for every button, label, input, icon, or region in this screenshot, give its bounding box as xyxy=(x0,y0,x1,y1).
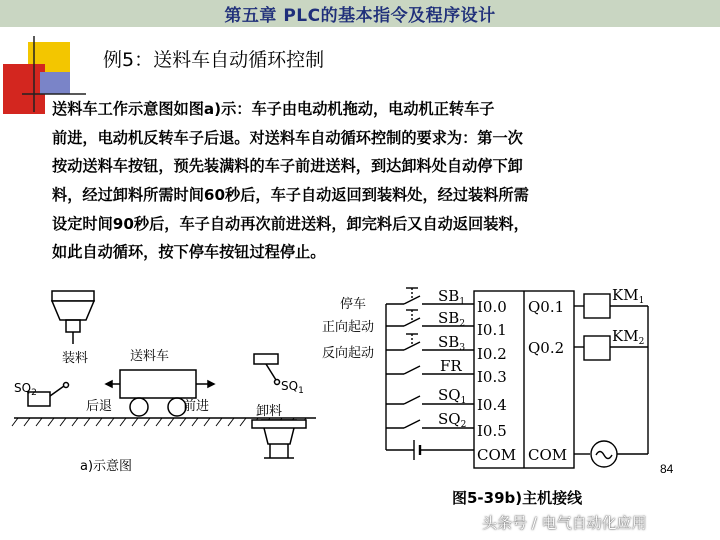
sb1-label: $SB_1$ xyxy=(438,287,466,307)
input-i05: I0.5 xyxy=(477,422,507,440)
sq2-b-label: $SQ_2$ xyxy=(438,410,467,430)
example-title: 例5：送料车自动循环控制 xyxy=(103,49,325,71)
input-i00: I0.0 xyxy=(477,298,507,316)
chapter-title: 第五章 PLC的基本指令及程序设计 xyxy=(224,6,496,26)
sb2-label: $SB_2$ xyxy=(438,309,466,329)
body-line: 料，经过卸料所需时间60秒后，车子自动返回到装料处，经过装料所需 xyxy=(52,186,529,205)
km2-label: $KM_2$ xyxy=(612,327,645,347)
body-line: 设定时间90秒后，车子自动再次前进送料，卸完料后又自动返回装料， xyxy=(52,214,529,233)
input-i03: I0.3 xyxy=(477,368,507,386)
input-i04: I0.4 xyxy=(477,396,507,414)
body-line: 前进，电动机反转车子后退。对送料车自动循环控制的要求为：第一次 xyxy=(52,128,523,147)
sq1-label: $SQ_1$ xyxy=(281,379,304,396)
forward-label: 前进 xyxy=(183,399,210,414)
body-text xyxy=(52,95,672,267)
input-i01: I0.1 xyxy=(477,321,507,339)
com-left: COM xyxy=(477,446,517,464)
sq1-b-label: $SQ_1$ xyxy=(438,386,467,406)
com-right: COM xyxy=(528,446,568,464)
diagram-b-caption: 图5-39b)主机接线 xyxy=(452,489,583,507)
sq2-label: $SQ_2$ xyxy=(14,381,37,398)
body-line: 如此自动循环，按下停车按钮过程停止。 xyxy=(52,243,326,262)
fr-label: FR xyxy=(440,357,462,375)
output-q01: Q0.1 xyxy=(528,298,565,316)
output-q02: Q0.2 xyxy=(528,339,565,357)
cart-label: 送料车 xyxy=(130,349,170,364)
stop-label: 停车 xyxy=(340,297,367,312)
watermark: 头条号 / 电气自动化应用 xyxy=(482,514,647,532)
input-i02: I0.2 xyxy=(477,345,507,363)
body-line: 按动送料车按钮，预先装满料的车子前进送料，到达卸料处自动停下卸 xyxy=(52,157,523,176)
forward-start-label: 正向起动 xyxy=(322,320,375,335)
diagram-a xyxy=(12,291,316,458)
km1-label: $KM_1$ xyxy=(612,286,645,306)
backward-label: 后退 xyxy=(86,399,113,414)
diagram-a-caption: a)示意图 xyxy=(80,459,133,474)
loading-label: 装料 xyxy=(62,351,89,366)
body-line: 送料车工作示意图如图a)示：车子由电动机拖动，电动机正转车子 xyxy=(52,100,495,118)
reverse-start-label: 反向起动 xyxy=(322,346,375,361)
diagram-b-lines xyxy=(386,288,648,468)
page-number: 84 xyxy=(660,462,674,476)
unloading-label: 卸料 xyxy=(256,404,283,419)
sb3-label: $SB_3$ xyxy=(438,333,466,353)
